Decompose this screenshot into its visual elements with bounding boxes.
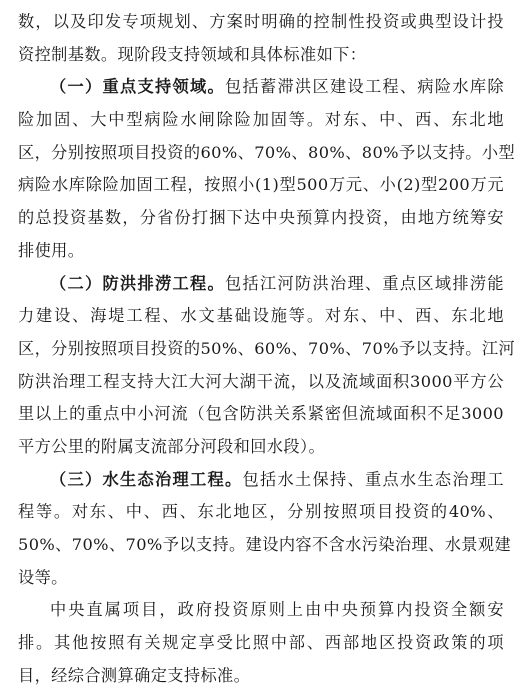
text-line: 病险水库除险加固工程，按照小(1)型500万元、小(2)型200万元 [18, 175, 504, 195]
text-line: 的总投资基数，分省份打捆下达中央预算内投资，由地方统筹安 [18, 208, 504, 228]
paragraph-flood-control [18, 268, 516, 464]
text-line: 设等。 [18, 567, 68, 587]
text-line: 数，以及印发专项规划、方案时明确的控制性投资或典型设计投 [18, 12, 504, 31]
text-line: 防洪治理工程支持大江大河大湖干流，以及流域面积3000平方公 [18, 371, 504, 391]
text-line [18, 268, 504, 301]
text-line: 目，经综合测算确定支持标准。 [18, 665, 251, 685]
text-line: 里以上的重点中小河流（包含防洪关系紧密但流域面积不足3000 [18, 404, 504, 424]
text-span: 包括蓄滞洪区建设工程、病险水库除 [224, 77, 504, 97]
paragraph-intro [18, 6, 504, 71]
text-line: 区，分别按照项目投资的50%、60%、70%、70%予以支持。江河 [18, 338, 516, 358]
text-line: 排。其他按照有关规定享受比照中部、西部地区投资政策的项 [18, 633, 504, 653]
text-line [18, 464, 504, 497]
paragraph-water-ecology [18, 464, 512, 595]
text-line: 50%、70%、70%予以支持。建设内容不含水污染治理、水景观建 [18, 535, 512, 554]
text-line: 资控制基数。现阶段支持领域和具体标准如下： [18, 44, 367, 64]
text-line: 力建设、海堤工程、水文基础设施等。对东、中、西、东北地 [18, 306, 504, 326]
document-page [18, 6, 516, 692]
text-line: 中央直属项目，政府投资原则上由中央预算内投资全额安 [50, 600, 504, 620]
section-heading: （三）水生态治理工程。 [50, 469, 243, 489]
paragraph-key-support [18, 71, 516, 267]
text-line: 排使用。 [18, 240, 85, 260]
text-span: 包括水土保持、重点水生态治理工 [242, 469, 505, 489]
text-span: 包括江河防洪治理、重点区域排涝能 [224, 273, 504, 293]
text-line: 区，分别按照项目投资的60%、70%、80%、80%予以支持。小型 [18, 142, 516, 162]
text-line [18, 71, 504, 104]
text-line: 平方公里的附属支流部分河段和回水段）。 [18, 436, 326, 456]
text-line: 险加固、大中型病险水闸除险加固等。对东、中、西、东北地 [18, 110, 504, 130]
text-line: 程等。对东、中、西、东北地区，分别按照项目投资的40%、 [18, 502, 504, 522]
section-heading: （一）重点支持领域。 [50, 77, 225, 97]
section-heading: （二）防洪排涝工程。 [50, 273, 225, 293]
paragraph-central-projects [18, 594, 504, 692]
